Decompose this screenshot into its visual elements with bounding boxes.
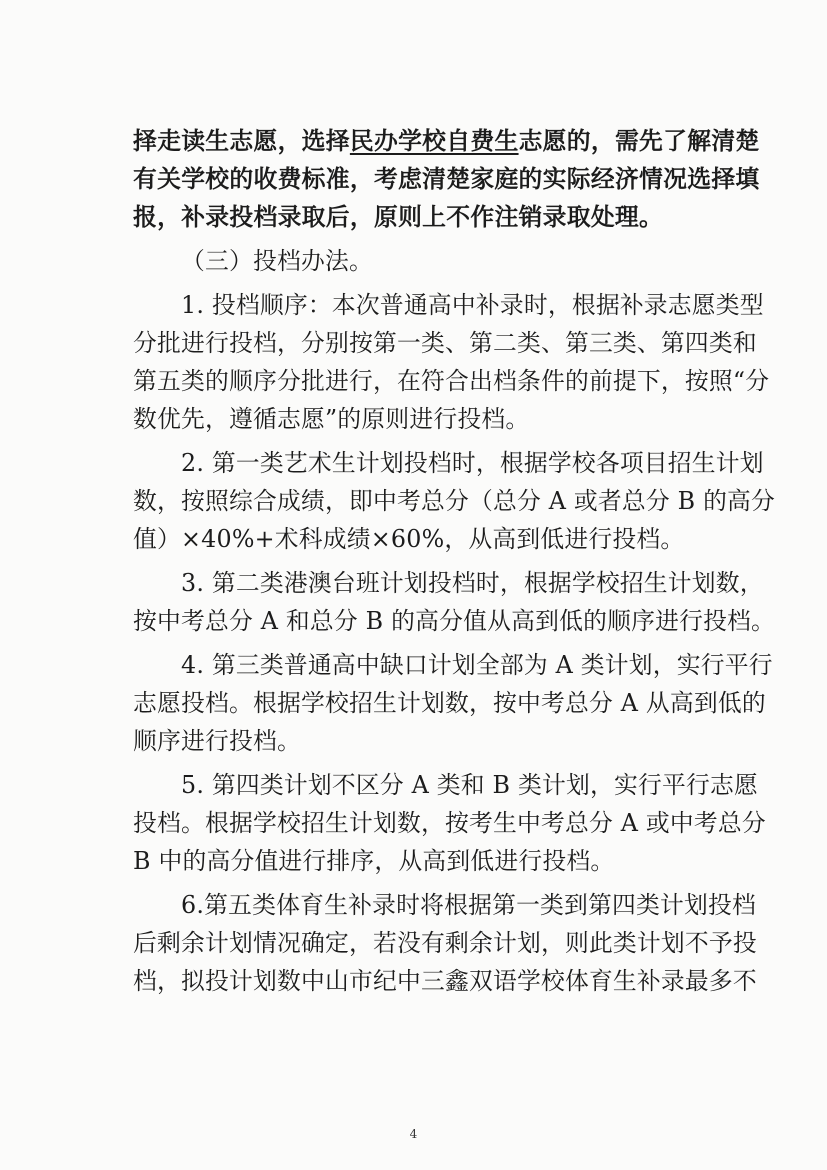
document-body <box>133 122 776 1000</box>
item-6-line: 档，拟投计划数中山市纪中三鑫双语学校体育生补录最多不 <box>133 967 757 995</box>
underlined-text: 民办学校自费生 <box>349 127 519 155</box>
item-2-line: 数，按照综合成绩，即中考总分（总分 A 或者总分 B 的高分 <box>133 487 776 515</box>
item-6-line: 后剩余计划情况确定，若没有剩余计划，则此类计划不予投 <box>133 929 757 957</box>
paragraph-line: 有关学校的收费标准，考虑清楚家庭的实际经济情况选择填 <box>133 165 760 193</box>
item-4-line: 志愿投档。根据学校招生计划数，按中考总分 A 从高到低的 <box>133 689 766 717</box>
item-3-line: 3. 第二类港澳台班计划投档时，根据学校招生计划数， <box>181 569 764 597</box>
paragraph-line: 报，补录投档录取后，原则上不作注销录取处理。 <box>133 203 664 231</box>
item-5-line: B 中的高分值进行排序，从高到低进行投档。 <box>133 847 615 875</box>
text-segment: 择走读生志愿，选择 <box>133 127 350 155</box>
item-1-line: 1. 投档顺序：本次普通高中补录时，根据补录志愿类型 <box>181 291 764 319</box>
item-6-line: 6.第五类体育生补录时将根据第一类到第四类计划投档 <box>181 891 757 919</box>
item-5-line: 5. 第四类计划不区分 A 类和 B 类计划，实行平行志愿 <box>181 771 758 799</box>
item-2-line: 值）×40%+术科成绩×60%，从高到低进行投档。 <box>133 525 685 553</box>
text-segment: 志愿的，需先了解清楚 <box>518 127 760 155</box>
item-3-line: 按中考总分 A 和总分 B 的高分值从高到低的顺序进行投档。 <box>133 607 776 635</box>
item-2-line: 2. 第一类艺术生计划投档时，根据学校各项目招生计划 <box>181 449 764 477</box>
item-4-line: 顺序进行投档。 <box>133 727 301 755</box>
section-heading: （三）投档办法。 <box>181 247 373 275</box>
paragraph-line <box>133 122 760 160</box>
item-5-line: 投档。根据学校招生计划数，按考生中考总分 A 或中考总分 <box>133 809 766 837</box>
item-1-line: 第五类的顺序分批进行，在符合出档条件的前提下，按照“分 <box>133 367 770 395</box>
item-1-line: 数优先，遵循志愿”的原则进行投档。 <box>133 405 530 433</box>
item-4-line: 4. 第三类普通高中缺口计划全部为 A 类计划，实行平行 <box>181 651 773 679</box>
page-number: 4 <box>409 1127 418 1141</box>
item-1-line: 分批进行投档，分别按第一类、第二类、第三类、第四类和 <box>133 329 757 357</box>
